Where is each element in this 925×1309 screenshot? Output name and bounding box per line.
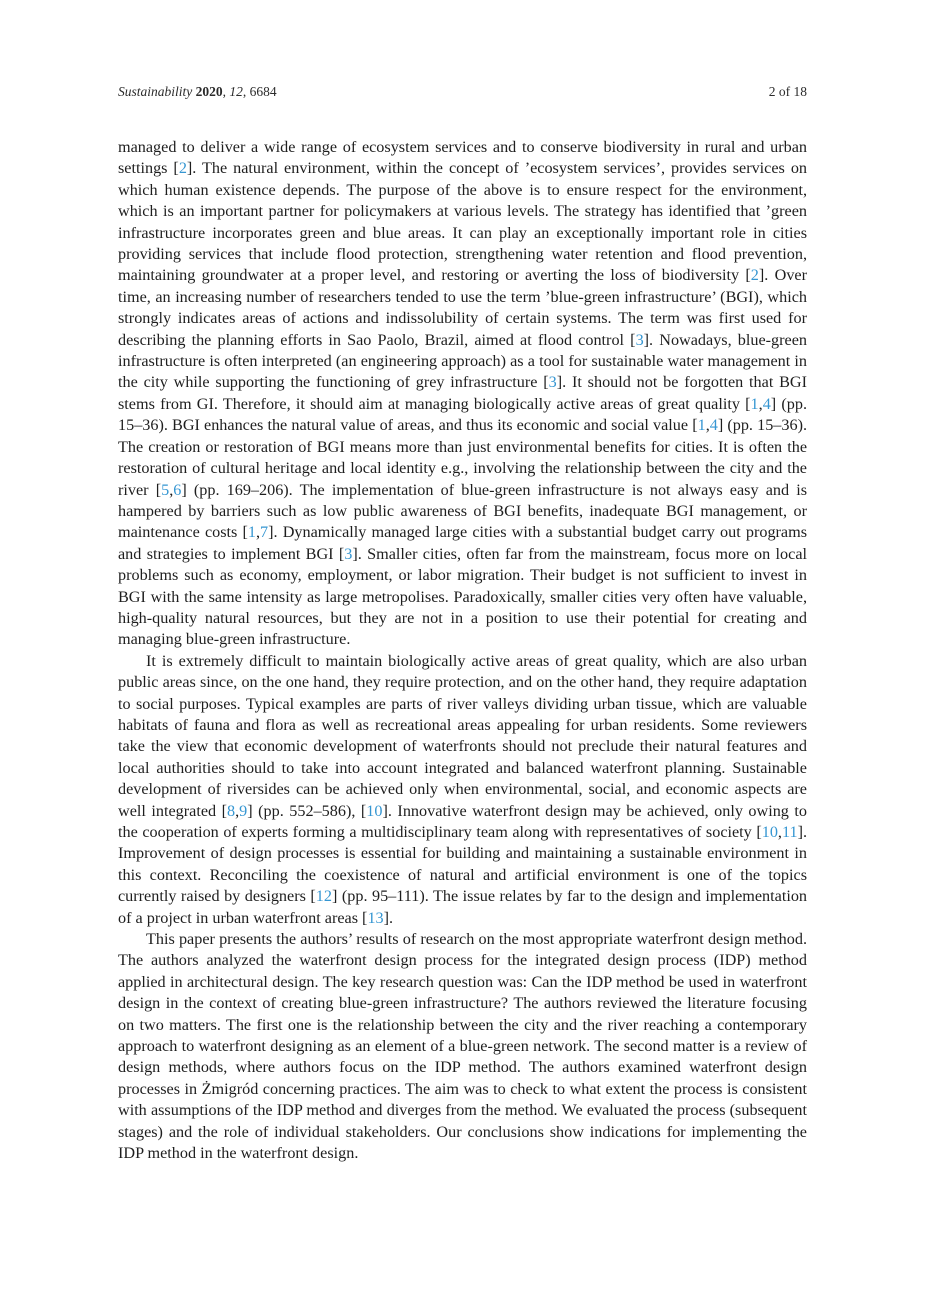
citation-link[interactable]: 8 [227,801,236,820]
text-segment: ] (pp. 95–111). The issue relates by far to the design and implementation of a project in urban waterfront areas [ [118,887,808,927]
page-header [118,84,807,100]
text-segment: ] (pp. 15–36). BGI enhances the natural value of areas, and thus its economic and social value [ [118,394,808,435]
text-segment: ]. The natural environment, within the concept of ’ecosystem services’, provides services on which human existence depends. The purpose of the above is to ensure respect for the environment, which is an important partner for policymakers at various levels. The strategy has identified that ’green infrastructure incorporates green and blue areas. It can play an exceptionally important role in cities providing services that include flood protection, strengthening water retention and flood prevention, maintaining groundwater at a proper level, and restoring or averting the loss of biodiversity [ [118,159,808,285]
citation-link[interactable]: 6 [173,480,182,499]
text-segment: , [705,416,710,435]
citation-link[interactable]: 1 [750,394,759,413]
text-segment: ]. Over time, an increasing number of researchers tended to use the term ’blue-green infrastructure’ (BGI), which strongly indicates areas of actions and indissolubility of certain systems. The term was first used for describing the planning efforts in Sao Paolo, Brazil, aimed at flood control [ [118,266,807,349]
text-segment: ]. Improvement of design processes is essential for building and maintaining a sustainable environment in this context. Reconciling the coexistence of natural and artificial environment is one of the topics currently raised by designers [ [118,823,807,906]
article-body [118,137,807,1165]
citation-link[interactable]: 1 [247,523,256,542]
citation-link[interactable]: 7 [260,523,269,542]
citation-link[interactable]: 3 [635,330,644,349]
text-segment: 2020 [195,84,223,99]
text-segment: ]. Innovative waterfront design may be achieved, only owing to the cooperation of experts forming a multidisciplinary team along with representatives of society [ [118,801,808,841]
citation-link[interactable]: 2 [750,266,759,285]
text-segment: , [222,84,230,99]
citation-link[interactable]: 11 [781,823,798,841]
text-segment: ] (pp. 169–206). The implementation of blue-green infrastructure is not always easy and is hampered by barriers such as low public awareness of BGI benefits, inadequate BGI management, or maintenance costs [ [118,480,807,542]
citation-link[interactable]: 5 [161,480,170,499]
text-segment: ] (pp. 552–586), [ [247,801,367,820]
text-segment: , 6684 [242,84,277,99]
text-segment: managed to deliver a wide range of ecosystem services and to conserve biodiversity in rural and urban settings [ [118,138,807,178]
citation-link[interactable]: 1 [697,416,706,435]
citation-link[interactable]: 4 [709,416,718,435]
text-segment: ]. Smaller cities, often far from the mainstream, focus more on local problems such as economy, employment, or labor migration. Their budget is not sufficient to invest in BGI with the same intensity as large metropolises. Paradoxically, smaller cities very often have valuable, high-quality natural resources, but they are not in a position to use their potential for creating and managing blue-green infrastructure. [118,544,808,649]
citation-link[interactable]: 10 [761,823,778,841]
citation-link[interactable]: 13 [367,908,384,927]
text-segment: , [777,823,782,841]
text-segment: , [235,801,240,820]
journal-citation [118,84,277,100]
citation-link[interactable]: 10 [366,801,383,820]
citation-link[interactable]: 2 [178,159,187,178]
text-segment: ]. Dynamically managed large cities with a substantial budget carry out programs and strategies to implement BGI [ [118,523,807,563]
text-segment: ] (pp. 15–36). The creation or restoration of BGI means more than just environmental benefits for cities. It is often the restoration of cultural heritage and local identity e.g., involving the relationship between the city and the river [ [118,416,808,499]
citation-link[interactable]: 3 [548,373,557,392]
citation-link[interactable]: 9 [239,801,248,820]
text-segment: , [256,523,261,542]
citation-link[interactable]: 12 [315,887,332,906]
text-segment: , [758,394,763,413]
text-segment: ]. It should not be forgotten that BGI stems from GI. Therefore, it should aim at managing biologically active areas of great quality [ [118,373,807,413]
citation-link[interactable]: 3 [344,544,353,563]
paragraph-3 [118,929,807,1164]
paragraph-2 [118,651,807,929]
text-segment: This paper presents the authors’ results of research on the most appropriate waterfront design method. The authors analyzed the waterfront design process for the integrated design process (IDP) method applied in architectural design. The key research question was: Can the IDP method be used in waterfront design in the context of creating blue-green infrastructure? The authors reviewed the literature focusing on two matters. The first one is the relationship between the city and the river reaching a contemporary approach to waterfront designing as an element of a blue-green network. The second matter is a review of design methods, where authors focus on the IDP method. The authors examined waterfront design processes in Żmigród concerning practices. The aim was to check to what extent the process is consistent with assumptions of the IDP method and diverges from the method. We evaluated the process (subsequent stages) and the role of individual stakeholders. Our conclusions show indications for implementing the IDP method in the waterfront design. [118,930,807,1163]
citation-link[interactable]: 4 [762,394,771,413]
text-segment: , [169,480,174,499]
text-segment: ]. Nowadays, blue-green infrastructure is often interpreted (an engineering approach) as a tool for sustainable water management in the city while supporting the functioning of grey infrastructure [ [118,330,807,392]
text-segment: ]. [383,908,394,927]
text-segment: It is extremely difficult to maintain biologically active areas of great quality, which are also urban public areas since, on the one hand, they require protection, and on the other hand, they require adaptation to social purposes. Typical examples are parts of river valleys dividing urban tissue, which are valuable habitats of fauna and flora as well as recreational areas appealing for urban residents. Some reviewers take the view that economic development of waterfronts should not preclude their natural features and local authorities should to take into account integrated and balanced waterfront planning. Sustainable development of riversides can be achieved only when environmental, social, and economic aspects are well integrated [ [118,651,807,820]
text-segment: 12 [229,84,243,99]
paragraph-1 [118,137,807,651]
text-segment: Sustainability [118,84,196,99]
page-number: 2 of 18 [768,84,807,99]
